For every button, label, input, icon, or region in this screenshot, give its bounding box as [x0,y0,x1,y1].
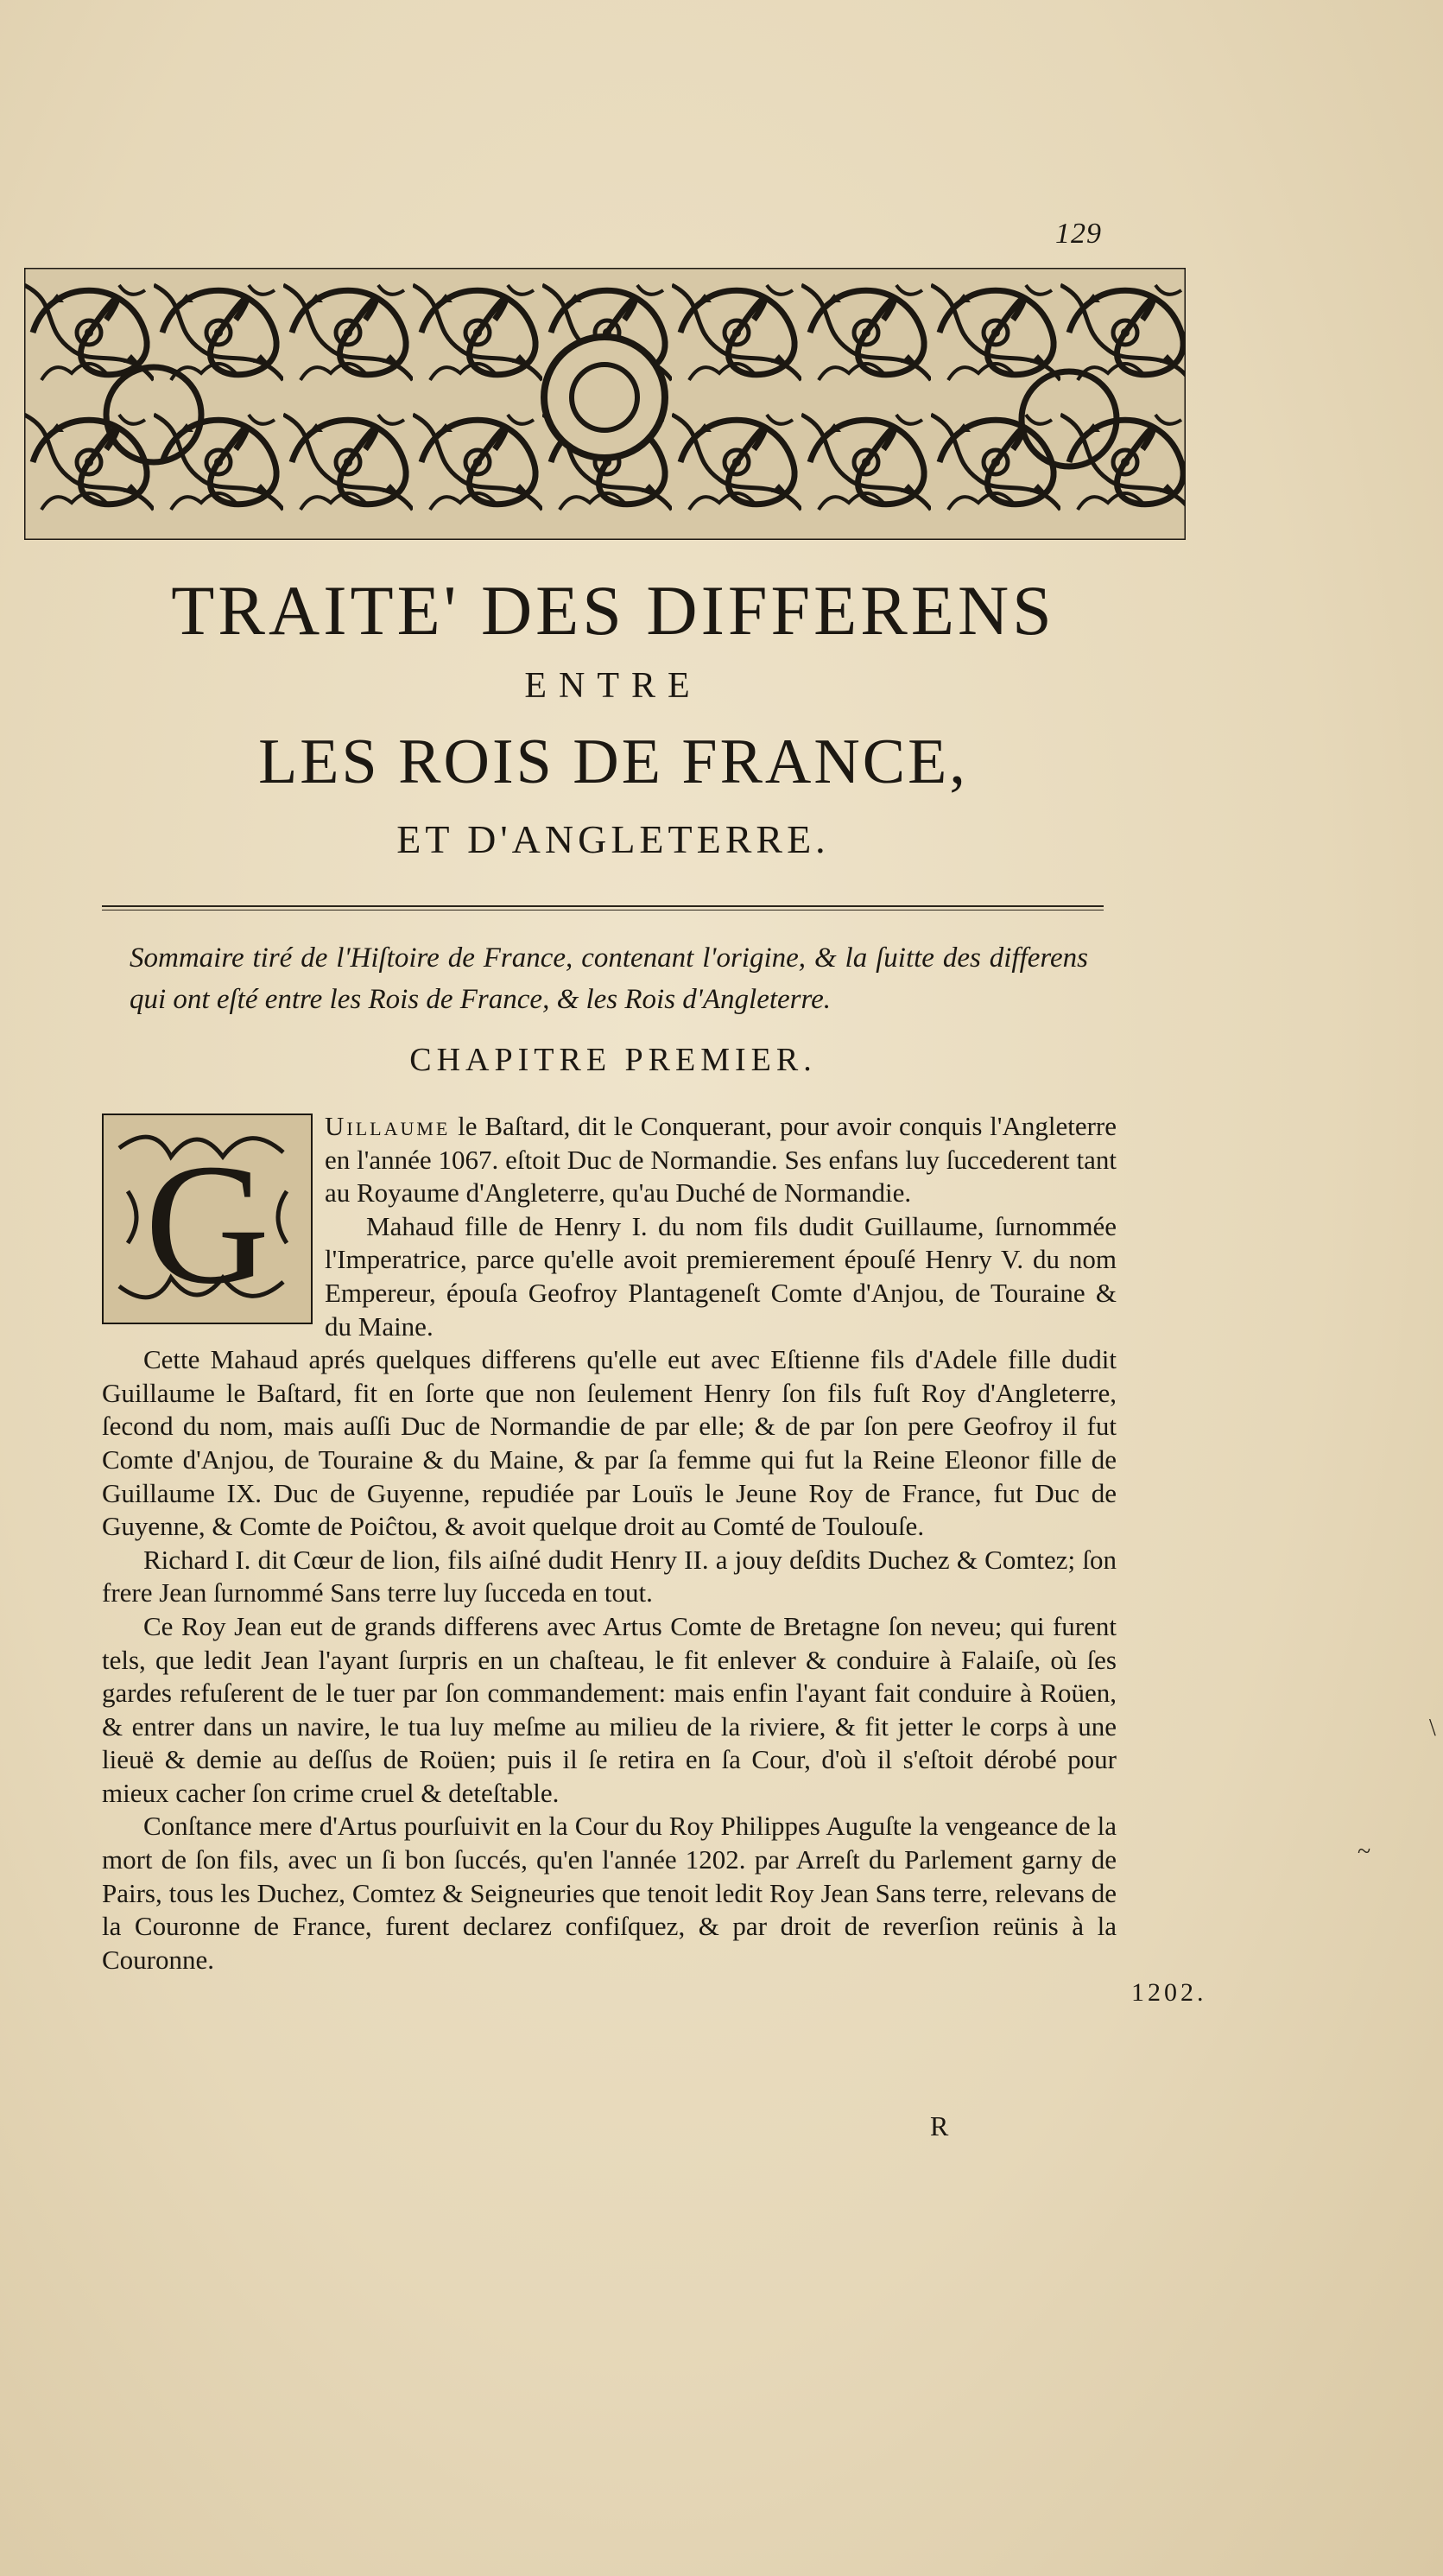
margin-note-year: 1202. [1131,1978,1207,2007]
paragraph-5: Ce Roy Jean eut de grands differens avec Artus Comte de Bretagne ſon neveu; qui furent tels, que ledit Jean l'ayant ſurpris en un chaſteau, le fit enlever & conduire à Falaiſe, où ſes gardes refuſerent de le tuer par ſon commandement: mais enfin l'ayant fait conduire à Roüen, & entrer dans un navire, le tua luy meſme au milieu de la riviere, & fit jetter le corps à une lieuë & demie au deſſus de Roüen; puis il ſe retira en ſa Cour, d'où il s'eſtoit dérobé pour mieux cacher ſon crime cruel & deteſtable. [102,1610,1117,1808]
paragraph-2: Mahaud fille de Henry I. du nom fils dudit Guillaume, ſurnommée l'Imperatrice, parce qu'elle avoit premierement épouſé Henry V. du nom Empereur, épouſa Geofroy Plantageneſt Comte d'Anjou, de Touraine & du Maine. [325,1210,1117,1342]
summary-text: Sommaire tiré de l'Hiſtoire de France, contenant l'origine, & la ſuitte des differens qui ont eſté entre les Rois de France, & les Rois d'Angleterre. [130,942,1088,1015]
paragraph-4: Richard I. dit Cœur de lion, fils aiſné dudit Henry II. a jouy deſdits Duchez & Comtez; ſon frere Jean ſurnommé Sans terre luy ſucceda en tout. [102,1544,1117,1608]
title-line-1: TRAITE' DES DIFFERENS [171,571,1055,650]
margin-mark-icon: ~ [1358,1838,1371,1865]
body-text [102,1110,1117,1976]
svg-text:G: G [144,1129,270,1320]
paragraph-1-text: le Baſtard, dit le Conquerant, pour avoir conquis l'Angleterre en l'année 1067. eſtoit Duc de Normandie. Ses enfans luy ſuccederent tant au Royaume d'Angleterre, qu'au Duché de Normandie. [325,1111,1117,1209]
ornamental-headpiece [24,268,1186,540]
title-line-2: ENTRE [524,666,702,706]
paragraph-3: Cette Mahaud aprés quelques differens qu'elle eut avec Eſtienne fils d'Adele fille dudit Guillaume le Baſtard, fit en ſorte que non ſeulement Henry ſon fils fuſt Roy d'Angleterre, ſecond du nom, mais auſſi Duc de Normandie de par elle; & de par ſon pere Geofroy il fut Comte d'Anjou, de Touraine & du Maine, & par ſa femme qui fut la Reine Eleonor fille de Guillaume IX. Duc de Guyenne, repudiée par Louïs le Jeune Roy de France, fut Duc de Guyenne, & Comte de Poiĉtou, & avoit quelque droit au Comté de Toulouſe. [102,1344,1117,1542]
horizontal-rule [102,905,1104,910]
title-line-3: LES ROIS DE FRANCE, [258,726,968,797]
catchword: R [930,2110,949,2141]
page-number: 129 [1055,218,1102,250]
title-line-4: ET D'ANGLETERRE. [396,817,830,861]
initial-word: Uillaume [325,1111,451,1141]
margin-mark-icon: \ [1429,1715,1436,1742]
paragraph-6: Conſtance mere d'Artus pourſuivit en la Cour du Roy Philippes Auguſte la vengeance de la mort de ſon fils, avec un ſi bon ſuccés, qu'en l'année 1202. par Arreſt du Parlement garny de Pairs, tous les Duchez, Comtez & Seigneuries que tenoit ledit Roy Jean Sans terre, relevans de la Couronne de France, furent declarez confiſquez, & par droit de reverſion reünis à la Couronne. [102,1811,1117,1975]
decorated-initial-g-icon [102,1114,313,1324]
chapter-heading: CHAPITRE PREMIER. [409,1042,817,1078]
